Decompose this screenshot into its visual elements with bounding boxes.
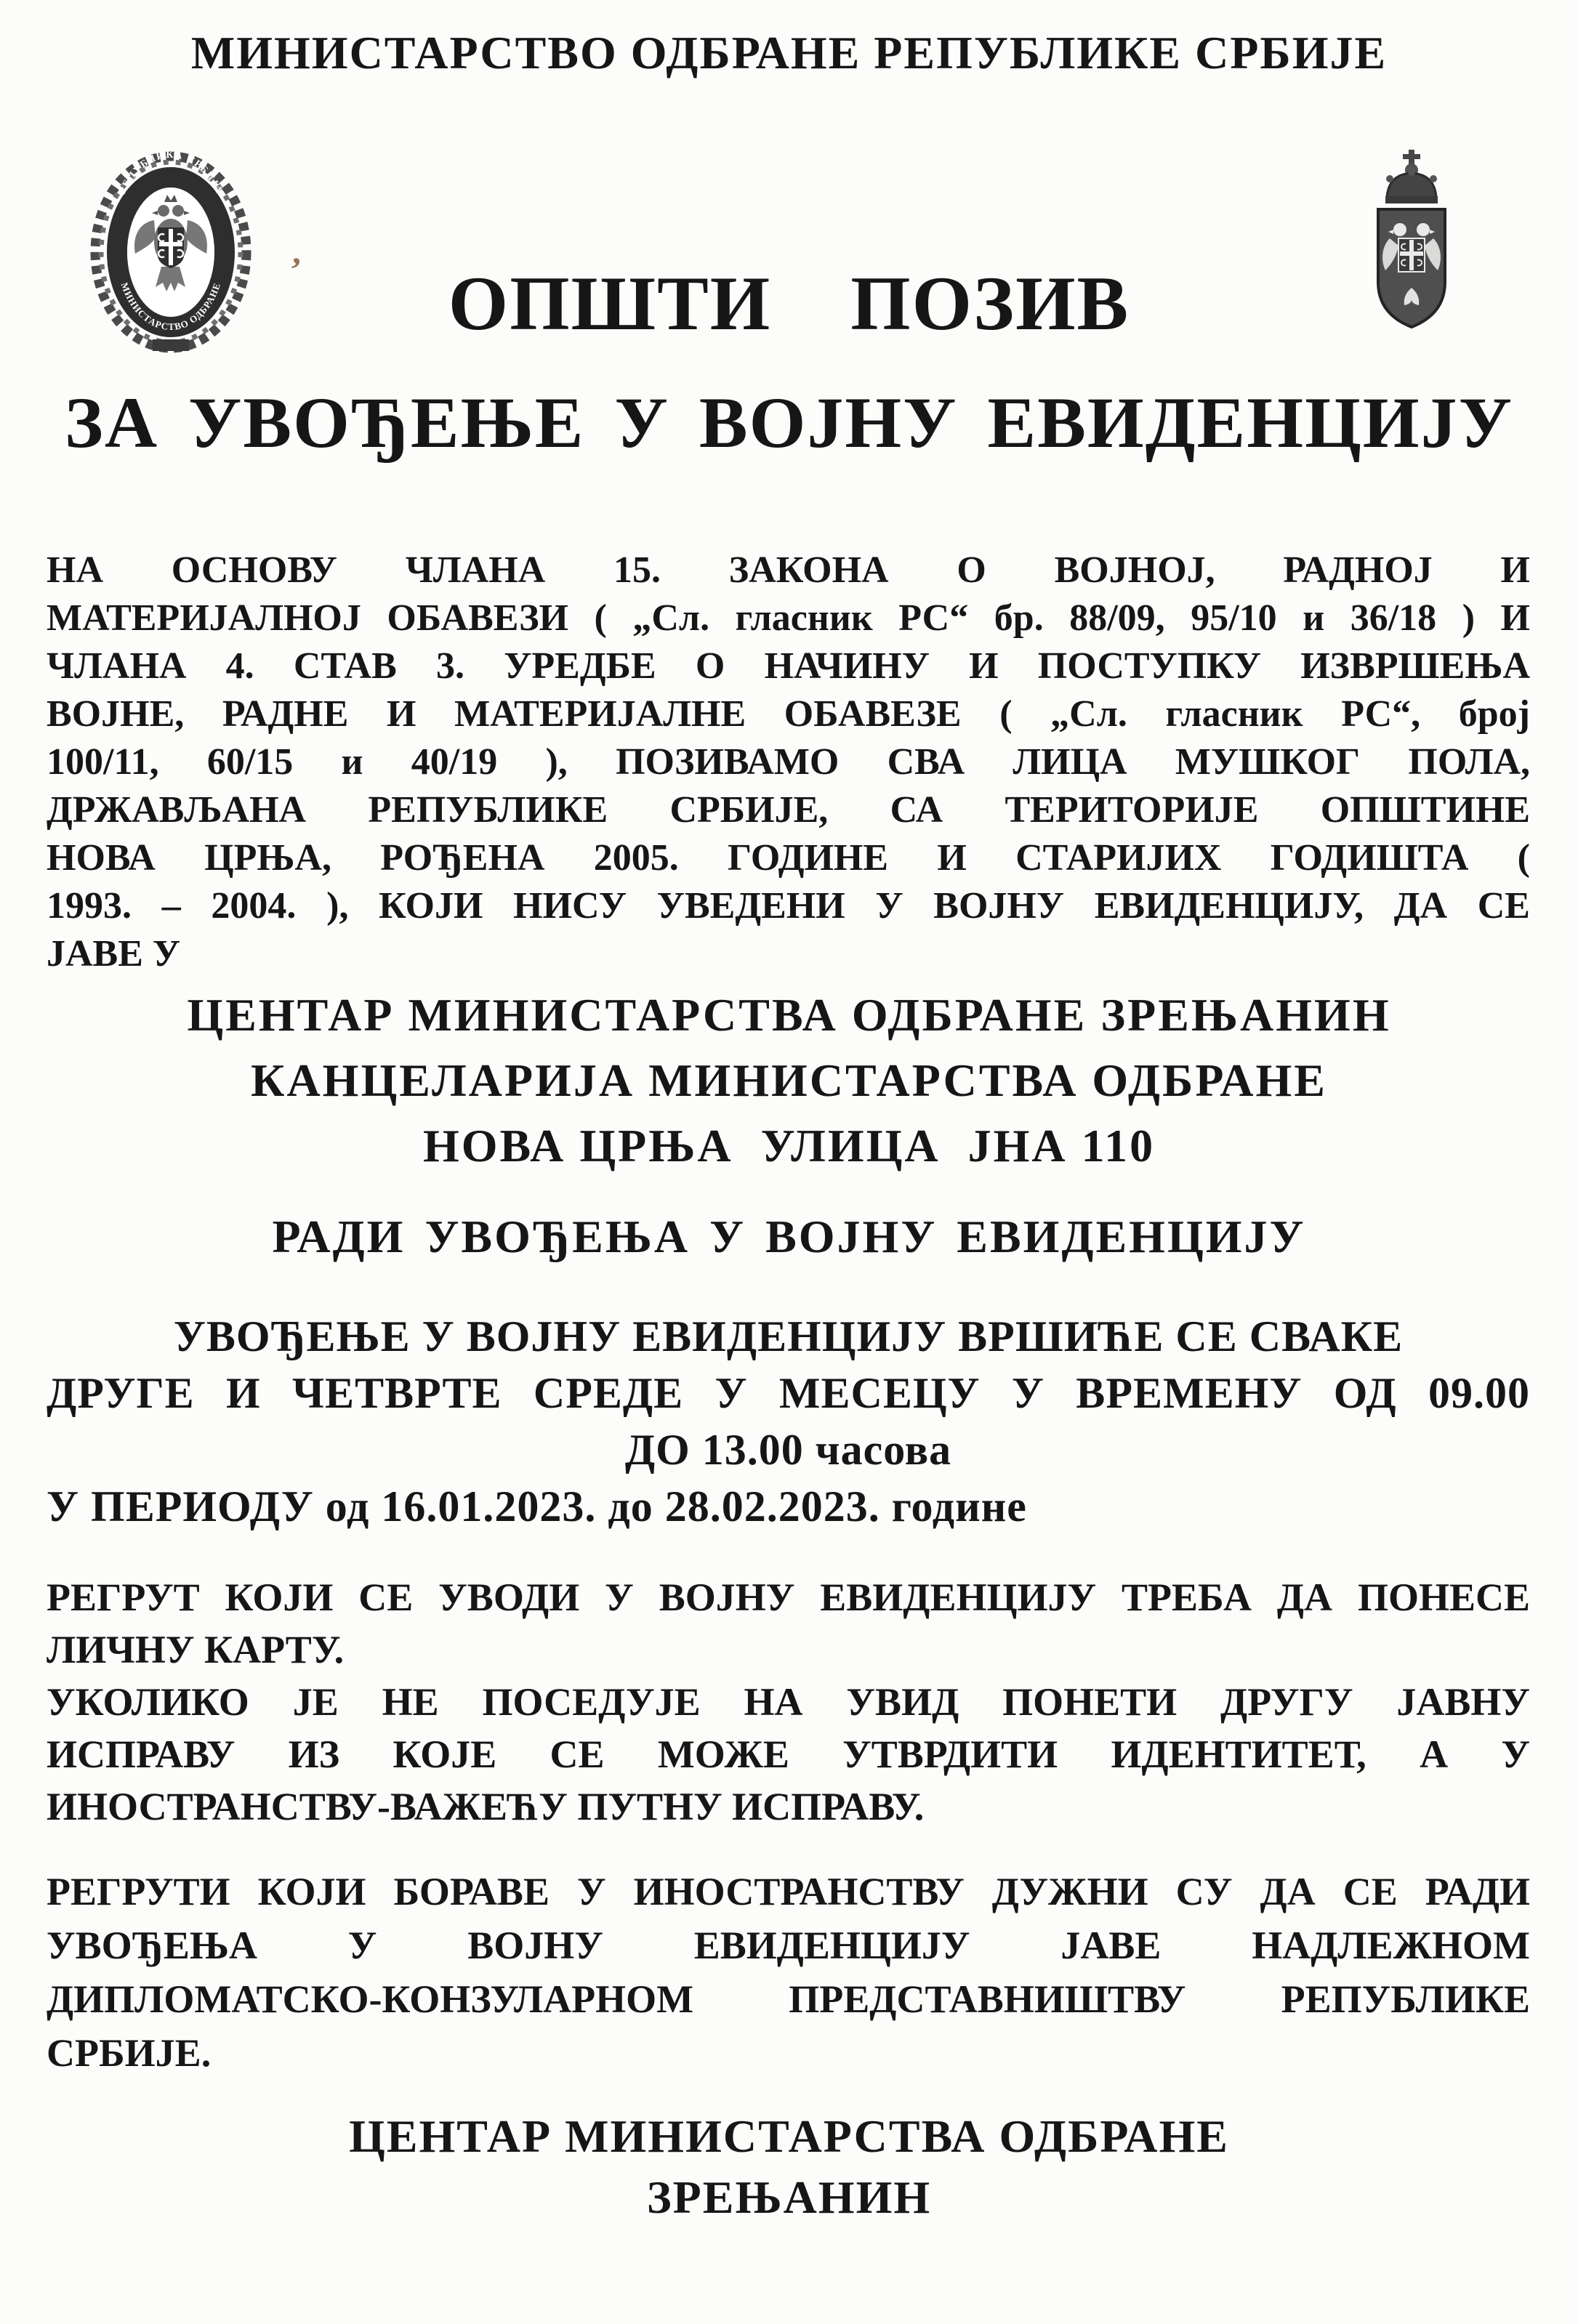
abroad-instructions-line-1: РЕГРУТИ КОЈИ БОРАВЕ У ИНОСТРАНСТВУ ДУЖНИ СУ ДА СЕ РАДИ	[47, 1870, 1530, 1913]
legal-basis-paragraph	[47, 546, 1530, 978]
seal-ring-text-top: РЕПУБЛИКА СРБИЈА	[117, 149, 225, 196]
schedule-block	[47, 1308, 1530, 1535]
legal-basis-line-4: ВОЈНЕ, РАДНЕ И МАТЕРИЈАЛНЕ ОБАВЕЗЕ ( „Сл. гласник РС“, број	[47, 693, 1530, 735]
id-requirements-line-2: ЛИЧНУ КАРТУ.	[47, 1628, 345, 1671]
schedule-line-3: ДО 13.00 часова	[624, 1426, 952, 1474]
abroad-instructions-paragraph	[47, 1865, 1530, 2080]
report-location-line-1: ЦЕНТАР МИНИСТАРСТВА ОДБРАНЕ ЗРЕЊАНИН	[187, 989, 1391, 1041]
notice-title: ОПШТИ ПОЗИВ	[448, 261, 1130, 346]
report-location-block	[0, 983, 1578, 1179]
legal-basis-line-8: 1993. – 2004. ), КОЈИ НИСУ УВЕДЕНИ У ВОЈНУ ЕВИДЕНЦИЈУ, ДА СЕ	[47, 885, 1530, 927]
royal-crown-icon	[1385, 150, 1438, 203]
notice-subtitle: ЗА УВОЂЕЊЕ У ВОЈНУ ЕВИДЕНЦИЈУ	[65, 382, 1513, 463]
signature-line-1: ЦЕНТАР МИНИСТАРСТВА ОДБРАНЕ	[349, 2110, 1229, 2162]
id-requirements-line-3: УКОЛИКО ЈЕ НЕ ПОСЕДУЈЕ НА УВИД ПОНЕТИ ДРУГУ ЈАВНУ	[47, 1680, 1530, 1724]
legal-basis-line-3: ЧЛАНА 4. СТАВ 3. УРЕДБЕ О НАЧИНУ И ПОСТУПКУ ИЗВРШЕЊА	[47, 645, 1530, 687]
purpose-heading: РАДИ УВОЂЕЊА У ВОЈНУ ЕВИДЕНЦИЈУ	[272, 1211, 1306, 1262]
legal-basis-line-5: 100/11, 60/15 и 40/19 ), ПОЗИВАМО СВА ЛИЦА МУШКОГ ПОЛА,	[47, 741, 1530, 783]
stray-ink-mark: ’	[286, 250, 304, 290]
id-requirements-line-5: ИНОСТРАНСТВУ-ВАЖЕЋУ ПУТНУ ИСПРАВУ.	[47, 1785, 925, 1828]
signature-line-2: ЗРЕЊАНИН	[646, 2171, 932, 2223]
legal-basis-line-1: НА ОСНОВУ ЧЛАНА 15. ЗАКОНА О ВОЈНОЈ, РАДНОЈ И	[47, 549, 1530, 591]
abroad-instructions-line-4: СРБИЈЕ.	[47, 2031, 212, 2075]
schedule-line-2: ДРУГЕ И ЧЕТВРТЕ СРЕДЕ У МЕСЕЦУ У ВРЕМЕНУ ОД 09.00	[47, 1369, 1530, 1417]
legal-basis-line-6: ДРЖАВЉАНА РЕПУБЛИКЕ СРБИЈЕ, СА ТЕРИТОРИЈЕ ОПШТИНЕ	[47, 789, 1530, 831]
id-requirements-paragraph	[47, 1571, 1530, 1833]
signature-block	[0, 2106, 1578, 2228]
seal-ring-text-bottom: МИНИСТАРСТВО ОДБРАНЕ	[118, 281, 223, 333]
abroad-instructions-line-3: ДИПЛОМАТСКО-КОНЗУЛАРНОМ ПРЕДСТАВНИШТВУ РЕПУБЛИКЕ	[47, 1977, 1530, 2021]
ministry-header: МИНИСТАРСТВО ОДБРАНЕ РЕПУБЛИКЕ СРБИЈЕ	[190, 27, 1388, 78]
schedule-line-1: УВОЂЕЊЕ У ВОЈНУ ЕВИДЕНЦИЈУ ВРШИЋЕ СЕ СВАКЕ	[173, 1312, 1404, 1360]
report-location-line-3: НОВА ЦРЊА УЛИЦА ЈНА 110	[422, 1120, 1156, 1171]
id-requirements-line-4: ИСПРАВУ ИЗ КОЈЕ СЕ МОЖЕ УТВРДИТИ ИДЕНТИТЕТ, А У	[47, 1732, 1530, 1776]
legal-basis-line-2: МАТЕРИЈАЛНОЈ ОБАВЕЗИ ( „Сл. гласник РС“ бр. 88/09, 95/10 и 36/18 ) И	[47, 597, 1530, 639]
abroad-instructions-line-2: УВОЂЕЊА У ВОЈНУ ЕВИДЕНЦИЈУ ЈАВЕ НАДЛЕЖНОМ	[47, 1924, 1530, 1967]
legal-basis-line-9: ЈАВЕ У	[47, 933, 181, 975]
legal-basis-line-7: НОВА ЦРЊА, РОЂЕНА 2005. ГОДИНЕ И СТАРИЈИХ ГОДИШТА (	[47, 837, 1530, 879]
id-requirements-line-1: РЕГРУТ КОЈИ СЕ УВОДИ У ВОЈНУ ЕВИДЕНЦИЈУ ТРЕБА ДА ПОНЕСЕ	[47, 1575, 1530, 1619]
serbian-cross-shield-icon	[158, 227, 184, 268]
report-location-line-2: КАНЦЕЛАРИЈА МИНИСТАРСТВА ОДБРАНЕ	[251, 1054, 1327, 1106]
schedule-period-line: У ПЕРИОДУ од 16.01.2023. до 28.02.2023. године	[47, 1482, 1027, 1530]
